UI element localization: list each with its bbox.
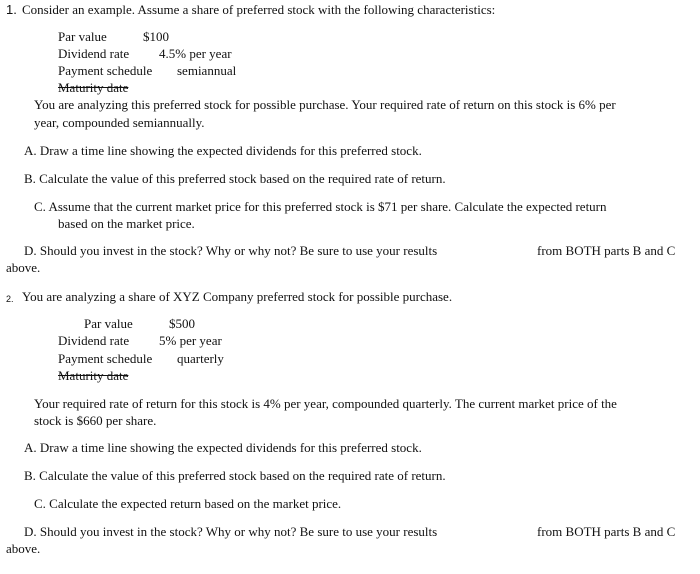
q2-intro: You are analyzing a share of XYZ Company preferred stock for possible purchase. [22,289,453,304]
q1-part-a: A. Draw a time line showing the expected dividends for this preferred stock. [24,143,422,158]
q1-dividend-value: 4.5% per year [159,46,232,61]
q2-body-line1: Your required rate of return for this stock is 4% per year, compounded quarterly. The current market price of the [34,396,617,411]
q2-number: 2. [6,294,14,304]
q1-part-d-line2: above. [6,260,41,275]
q2-part-d-line2: above. [6,541,41,556]
q1-maturity-label: Maturity date [58,80,129,95]
q1-schedule-value: semiannual [177,63,237,78]
q2-par-label: Par value [84,316,133,331]
q1-number: 1. [6,2,17,17]
q1-part-d-right: from BOTH parts B and C [537,243,676,258]
q2-part-d-line1: D. Should you invest in the stock? Why or why not? Be sure to use your results [24,524,438,539]
q2-part-c: C. Calculate the expected return based on the market price. [34,496,342,511]
q2-dividend-value: 5% per year [159,333,222,348]
q2-schedule-label: Payment schedule [58,351,153,366]
q1-schedule-label: Payment schedule [58,63,153,78]
q1-part-d-line1: D. Should you invest in the stock? Why or why not? Be sure to use your results [24,243,438,258]
q2-part-d-right: from BOTH parts B and C [537,524,676,539]
q1-part-c-line2: based on the market price. [58,216,195,231]
q2-maturity-label: Maturity date [58,368,129,383]
q2-par-value: $500 [169,316,195,331]
q1-par-label: Par value [58,29,107,44]
q1-part-b: B. Calculate the value of this preferred stock based on the required rate of return. [24,171,446,186]
q2-part-b: B. Calculate the value of this preferred stock based on the required rate of return. [24,468,446,483]
q1-par-value: $100 [143,29,169,44]
q1-dividend-label: Dividend rate [58,46,130,61]
q1-body-line1: You are analyzing this preferred stock for possible purchase. Your required rate of return on this stock is 6% per [34,97,616,112]
q2-schedule-value: quarterly [177,351,224,366]
q1-body-line2: year, compounded semiannually. [34,115,205,130]
q1-part-c-line1: C. Assume that the current market price for this preferred stock is $71 per share. Calculate the expected return [34,199,607,214]
q1-intro: Consider an example. Assume a share of preferred stock with the following characteristics: [22,2,496,17]
q2-part-a: A. Draw a time line showing the expected dividends for this preferred stock. [24,440,422,455]
q2-body-line2: stock is $660 per share. [34,413,157,428]
q2-dividend-label: Dividend rate [58,333,130,348]
